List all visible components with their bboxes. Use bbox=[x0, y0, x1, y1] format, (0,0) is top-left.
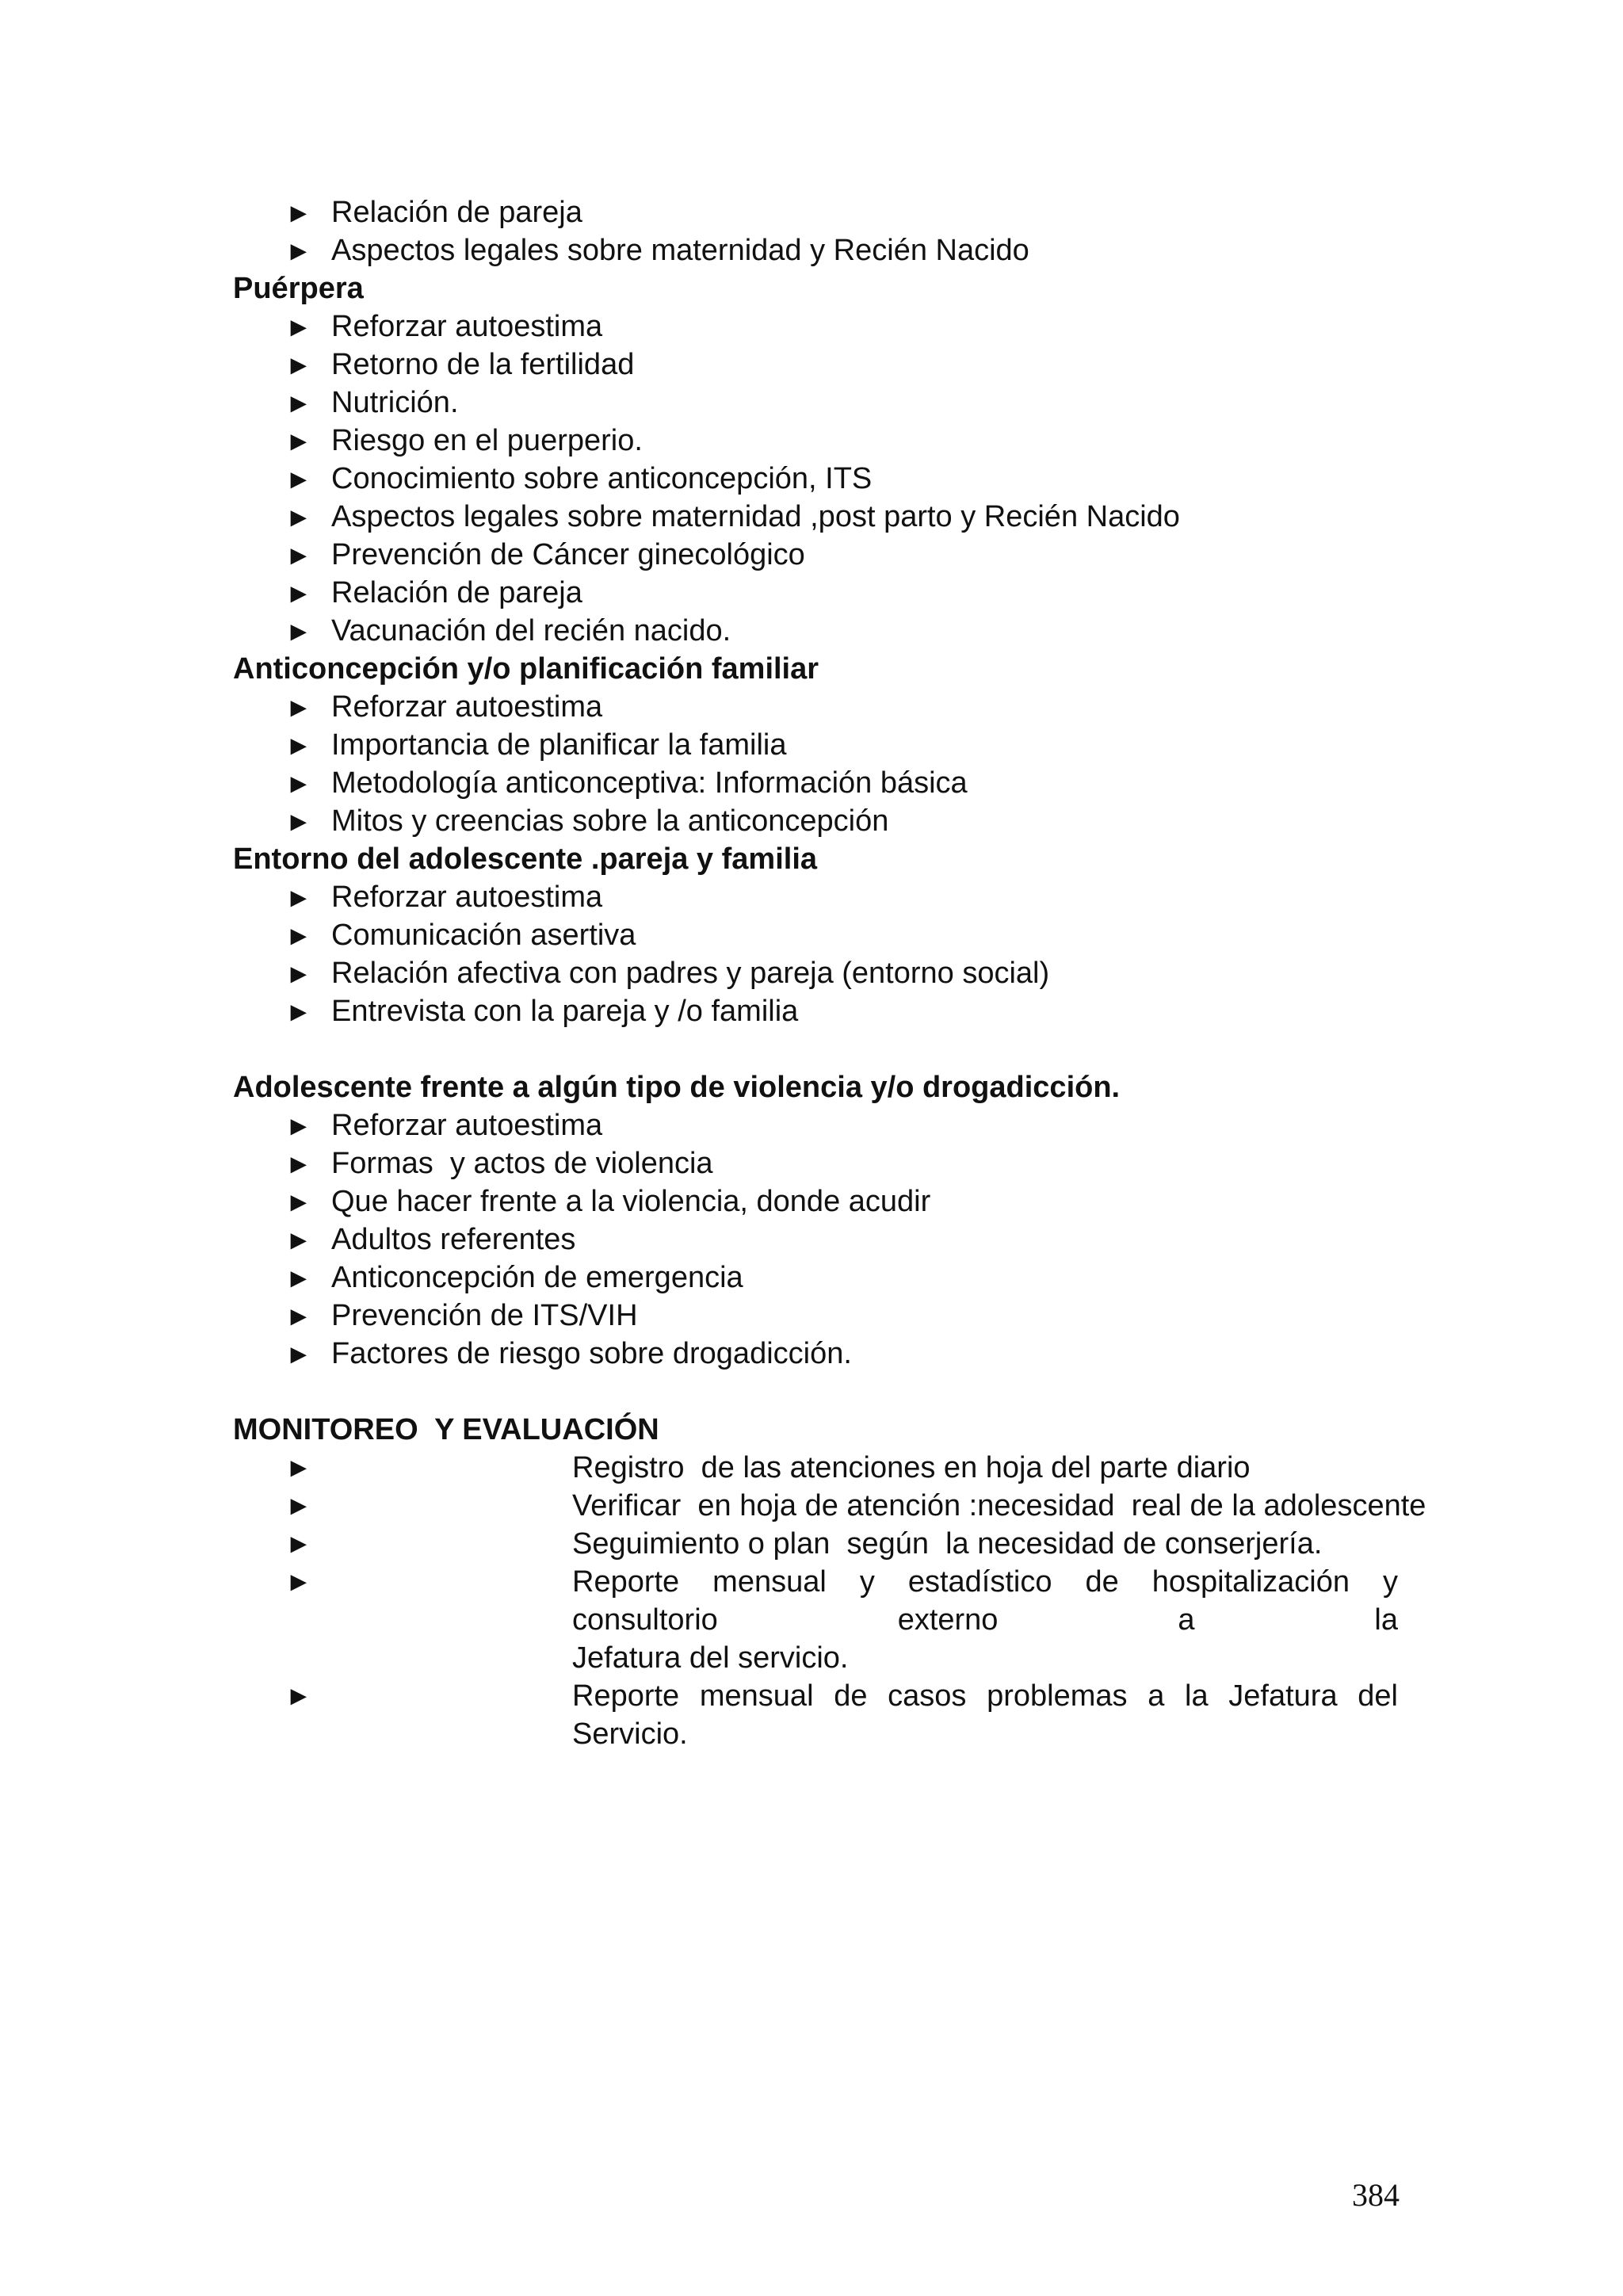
bullet-arrow-icon: ► bbox=[285, 731, 312, 761]
list-item: ► Factores de riesgo sobre drogadicción. bbox=[233, 1335, 1398, 1373]
bullet-arrow-icon: ► bbox=[285, 1491, 312, 1521]
list-item: ► Metodología anticonceptiva: Información básica bbox=[233, 764, 1398, 802]
bullet-arrow-icon: ► bbox=[285, 769, 312, 799]
list-item: ► Prevención de ITS/VIH bbox=[233, 1297, 1398, 1335]
section-heading-monitoreo: MONITOREO Y EVALUACIÓN bbox=[233, 1413, 659, 1446]
bullet-arrow-icon: ► bbox=[285, 579, 312, 609]
bullet-arrow-icon: ► bbox=[285, 693, 312, 723]
bullet-arrow-icon: ► bbox=[285, 921, 312, 951]
bullet-arrow-icon: ► bbox=[285, 541, 312, 571]
list-item: ► Riesgo en el puerperio. bbox=[233, 422, 1398, 460]
list-item: ► Reforzar autoestima bbox=[233, 1106, 1398, 1144]
bullet-arrow-icon: ► bbox=[285, 464, 312, 495]
list-item: ► Relación afectiva con padres y pareja (entorno social) bbox=[233, 954, 1398, 992]
monitoring-item: ► Registro de las atenciones en hoja del parte diario bbox=[233, 1449, 1398, 1487]
list-item: ► Reforzar autoestima bbox=[233, 878, 1398, 916]
section-heading-puerpera: Puérpera bbox=[233, 272, 364, 305]
list-item: ► Relación de pareja bbox=[233, 193, 1398, 231]
bullet-arrow-icon: ► bbox=[285, 1339, 312, 1370]
bullet-arrow-icon: ► bbox=[285, 997, 312, 1027]
list-item: ► Conocimiento sobre anticoncepción, ITS bbox=[233, 460, 1398, 498]
bullet-arrow-icon: ► bbox=[285, 1187, 312, 1217]
list-item: ► Adultos referentes bbox=[233, 1221, 1398, 1259]
bullet-arrow-icon: ► bbox=[285, 198, 312, 228]
monitoring-item: ► Reporte mensual y estadístico de hospitalización y consultorio externo a la Jefatura del servicio. bbox=[233, 1563, 1398, 1677]
bullet-arrow-icon: ► bbox=[285, 1453, 312, 1483]
list-item: ► Nutrición. bbox=[233, 384, 1398, 422]
list-item: ► Que hacer frente a la violencia, donde acudir bbox=[233, 1182, 1398, 1221]
list-item: ► Vacunación del recién nacido. bbox=[233, 612, 1398, 650]
list-item: ► Relación de pareja bbox=[233, 574, 1398, 612]
list-item: ► Anticoncepción de emergencia bbox=[233, 1259, 1398, 1297]
bullet-arrow-icon: ► bbox=[285, 350, 312, 380]
page-number: 384 bbox=[1352, 2177, 1400, 2213]
page-content bbox=[233, 193, 1426, 1753]
list-item: ► Retorno de la fertilidad bbox=[233, 346, 1398, 384]
bullet-arrow-icon: ► bbox=[285, 388, 312, 418]
bullet-arrow-icon: ► bbox=[285, 1225, 312, 1255]
bullet-arrow-icon: ► bbox=[285, 312, 312, 342]
bullet-arrow-icon: ► bbox=[285, 236, 312, 266]
spacer bbox=[233, 1030, 1398, 1068]
bullet-arrow-icon: ► bbox=[285, 1567, 312, 1597]
bullet-arrow-icon: ► bbox=[285, 1263, 312, 1293]
bullet-arrow-icon: ► bbox=[285, 1149, 312, 1179]
list-item: ► Formas y actos de violencia bbox=[233, 1144, 1398, 1182]
section-heading-violencia: Adolescente frente a algún tipo de violencia y/o drogadicción. bbox=[233, 1071, 1121, 1104]
bullet-arrow-icon: ► bbox=[285, 426, 312, 457]
list-item: ► Importancia de planificar la familia bbox=[233, 726, 1398, 764]
bullet-arrow-icon: ► bbox=[285, 1301, 312, 1331]
bullet-arrow-icon: ► bbox=[285, 502, 312, 533]
bullet-arrow-icon: ► bbox=[285, 1529, 312, 1559]
list-item: ► Mitos y creencias sobre la anticoncepción bbox=[233, 802, 1398, 840]
list-item: ► Entrevista con la pareja y /o familia bbox=[233, 992, 1398, 1030]
bullet-arrow-icon: ► bbox=[285, 1681, 312, 1711]
bullet-arrow-icon: ► bbox=[285, 1111, 312, 1141]
section-heading-anticoncepcion: Anticoncepción y/o planificación familiar bbox=[233, 652, 819, 686]
bullet-arrow-icon: ► bbox=[285, 807, 312, 837]
bullet-arrow-icon: ► bbox=[285, 959, 312, 989]
list-item: ► Comunicación asertiva bbox=[233, 916, 1398, 954]
list-item: ► Aspectos legales sobre maternidad y Recién Nacido bbox=[233, 231, 1398, 269]
monitoring-item: ► Seguimiento o plan según la necesidad de conserjería. bbox=[233, 1525, 1398, 1563]
spacer bbox=[233, 1373, 1398, 1411]
monitoring-item: ► Reporte mensual de casos problemas a la Jefatura del Servicio. bbox=[233, 1677, 1398, 1753]
section-heading-entorno: Entorno del adolescente .pareja y familia bbox=[233, 842, 818, 876]
bullet-arrow-icon: ► bbox=[285, 617, 312, 647]
monitoring-item: ► Verificar en hoja de atención :necesidad real de la adolescente bbox=[233, 1487, 1398, 1525]
list-item: ► Reforzar autoestima bbox=[233, 688, 1398, 726]
list-item: ► Aspectos legales sobre maternidad ,post parto y Recién Nacido bbox=[233, 498, 1398, 536]
bullet-arrow-icon: ► bbox=[285, 883, 312, 913]
list-item: ► Reforzar autoestima bbox=[233, 308, 1398, 346]
list-item: ► Prevención de Cáncer ginecológico bbox=[233, 536, 1398, 574]
